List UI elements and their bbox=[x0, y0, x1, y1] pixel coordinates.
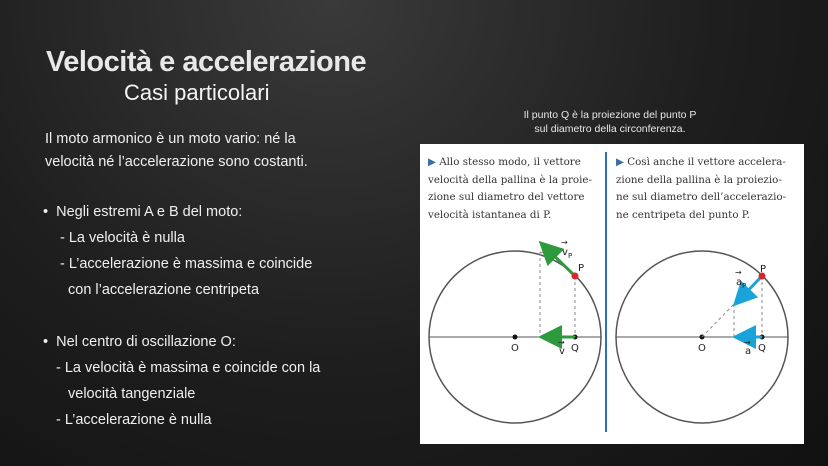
label-O: O bbox=[698, 343, 706, 354]
label-Q: Q bbox=[571, 343, 579, 354]
label-v: v bbox=[559, 346, 565, 357]
figure-caption: Il punto Q è la proiezione del punto P sul diametro della circonferenza. bbox=[523, 109, 697, 135]
label-ap-sub: P bbox=[742, 282, 747, 290]
label-ap: a bbox=[736, 277, 743, 288]
intro-text: Il moto armonico è un moto vario: né la velocità né l’accelerazione sono costanti. bbox=[45, 131, 308, 170]
label-a: a bbox=[745, 346, 752, 357]
right-diagram bbox=[616, 251, 788, 423]
left-panel-text: ▶ Allo stesso modo, il vettore velocità della pallina è la proie- zione sul diametro del vettore velocità istantanea di P. bbox=[428, 156, 593, 221]
svg-text:→: → bbox=[735, 268, 742, 277]
slide-subtitle: Casi particolari bbox=[124, 80, 270, 105]
triangle-icon: ▶ bbox=[616, 156, 624, 168]
svg-text:→: → bbox=[744, 338, 751, 347]
list-item: - La velocità è nulla bbox=[60, 230, 185, 246]
list-item: con l’accelerazione centripeta bbox=[68, 282, 260, 298]
label-Q: Q bbox=[758, 343, 766, 354]
svg-text:→: → bbox=[561, 238, 568, 247]
svg-text:→: → bbox=[558, 338, 565, 347]
section-heading: Nel centro di oscillazione O: bbox=[56, 334, 236, 350]
list-item: - L’accelerazione è massima e coincide bbox=[60, 256, 313, 272]
label-vp-sub: P bbox=[568, 252, 573, 260]
bullet: • bbox=[43, 204, 49, 220]
section-heading: Negli estremi A e B del moto: bbox=[56, 204, 243, 220]
diagram-svg bbox=[420, 144, 804, 444]
right-panel-text: ▶ Così anche il vettore accelera- zione della pallina è la proiezio- ne sul diametro dell’accelerazio- ne centripeta del punto P. bbox=[616, 156, 787, 221]
label-O: O bbox=[511, 343, 519, 354]
figure-image bbox=[420, 144, 804, 444]
list-item: velocità tangenziale bbox=[68, 386, 196, 402]
section-center bbox=[43, 329, 320, 433]
label-vp: v bbox=[562, 247, 568, 258]
section-extremes bbox=[43, 199, 312, 303]
left-diagram bbox=[429, 238, 601, 423]
label-P: P bbox=[578, 263, 585, 274]
label-P: P bbox=[760, 264, 767, 275]
triangle-icon: ▶ bbox=[428, 156, 436, 168]
bullet: • bbox=[43, 334, 49, 350]
list-item: - L’accelerazione è nulla bbox=[56, 412, 212, 428]
list-item: - La velocità è massima e coincide con la bbox=[56, 360, 321, 376]
slide-title: Velocità e accelerazione bbox=[46, 46, 367, 78]
